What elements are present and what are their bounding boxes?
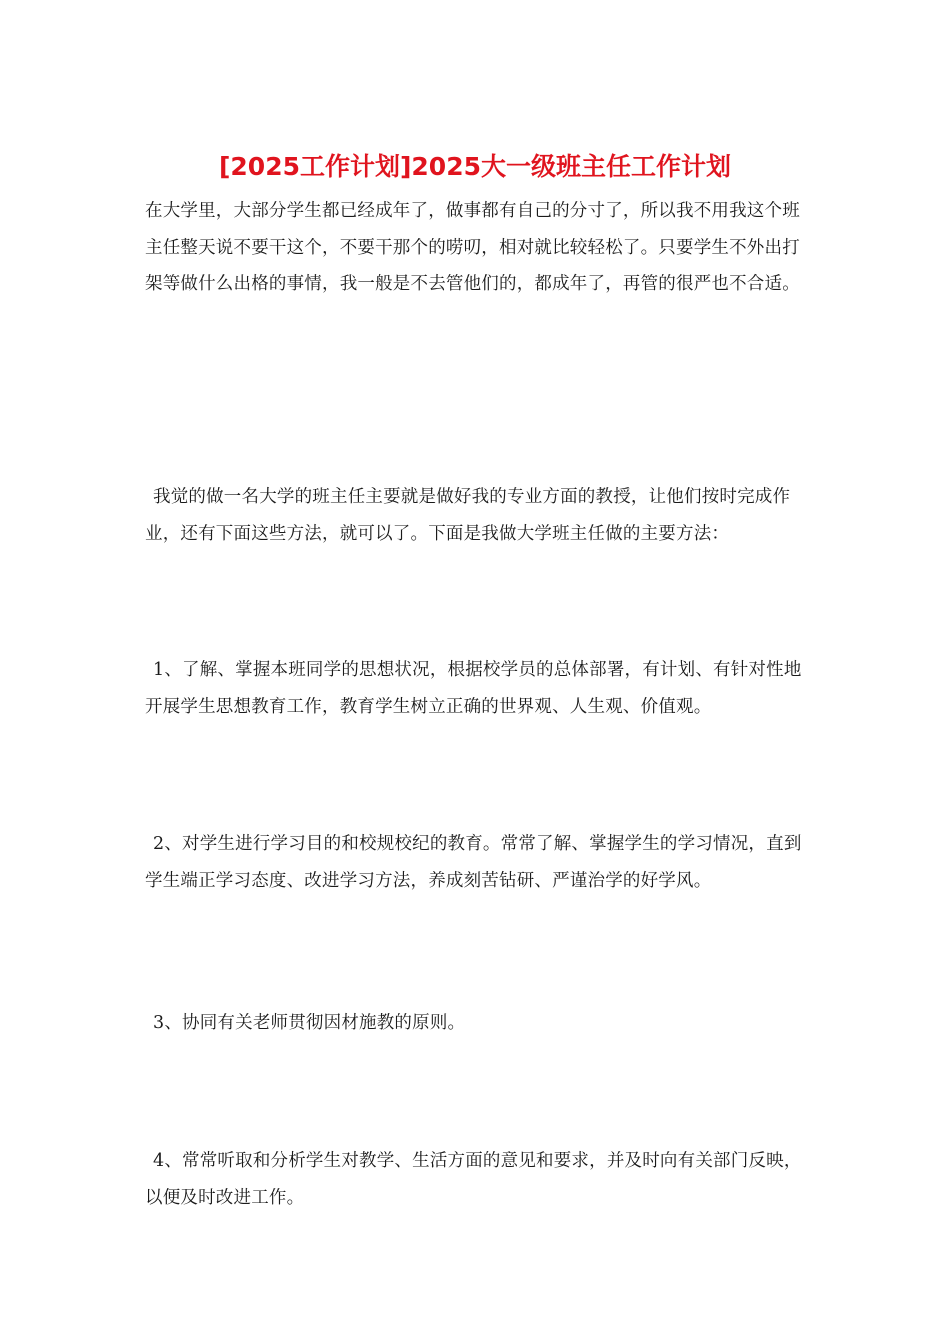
paragraph-item-3: 3、协同有关老师贯彻因材施教的原则。 (153, 1013, 466, 1033)
paragraph-item-1: 1、了解、掌握本班同学的思想状况，根据校学员的总体部署，有计划、有针对性地开展学生思想教育工作，教育学生树立正确的世界观、人生观、价值观。 (145, 660, 802, 717)
paragraph-intro: 在大学里，大部分学生都已经成年了，做事都有自己的分寸了，所以我不用我这个班主任整天说不要干这个，不要干那个的唠叨，相对就比较轻松了。只要学生不外出打架等做什么出格的事情，我一般是不去管他们的，都成年了，再管的很严也不合适。 (145, 201, 800, 294)
paragraph-methods-intro: 我觉的做一名大学的班主任主要就是做好我的专业方面的教授，让他们按时完成作业，还有下面这些方法，就可以了。下面是我做大学班主任做的主要方法： (145, 487, 791, 544)
paragraph-item-2: 2、对学生进行学习目的和校规校纪的教育。常常了解、掌握学生的学习情况，直到学生端正学习态度、改进学习方法，养成刻苦钻研、严谨治学的好学风。 (145, 834, 802, 891)
paragraph-item-4: 4、常常听取和分析学生对教学、生活方面的意见和要求，并及时向有关部门反映，以便及时改进工作。 (145, 1151, 802, 1208)
document-title: [2025工作计划]2025大一级班主任工作计划 (218, 152, 731, 181)
